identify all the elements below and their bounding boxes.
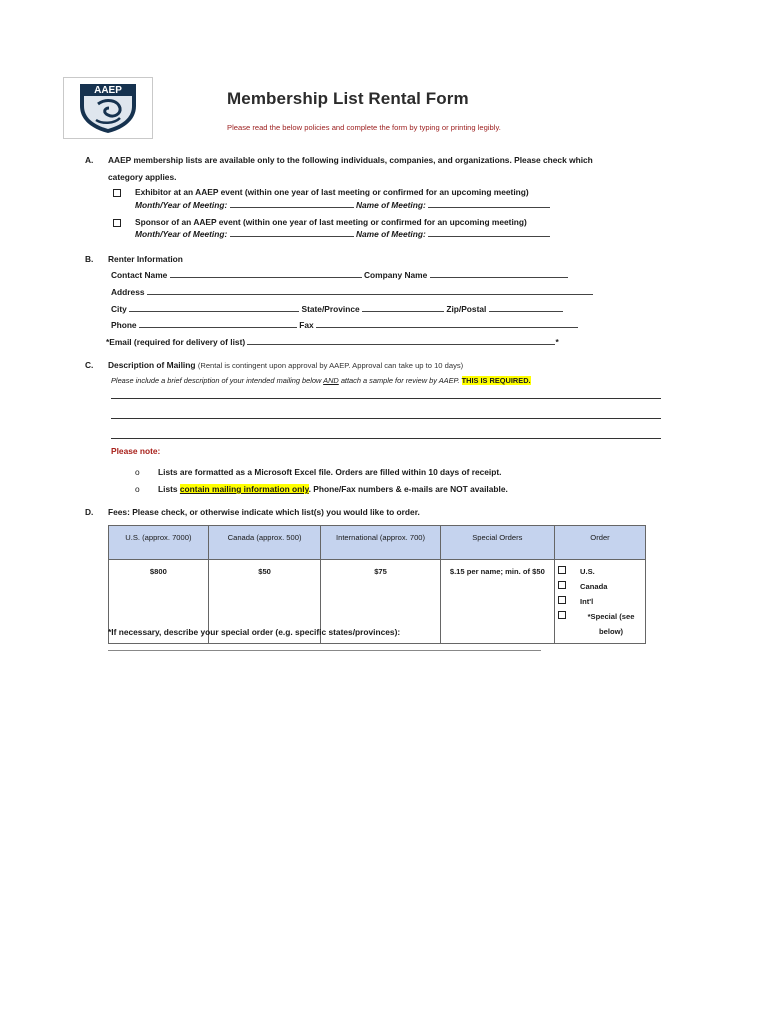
section-a-letter: A. <box>85 155 94 165</box>
company-name-label: Company Name <box>363 270 428 280</box>
header-international: International (approx. 700) <box>321 526 440 560</box>
contact-name-label: Contact Name <box>111 270 168 280</box>
fax-field[interactable] <box>316 320 578 328</box>
email-row <box>106 337 559 347</box>
exhibitor-label: Exhibitor at an AAEP event (within one year of last meeting or confirmed for an upcoming meeting) <box>135 187 529 197</box>
section-a-text-1: AAEP membership lists are available only to the following individuals, companies, and organizations. Please check which <box>108 155 593 165</box>
fees-heading: Fees: Please check, or otherwise indicate which list(s) you would like to order. <box>108 507 420 517</box>
city-row <box>111 304 563 314</box>
order-option-canada[interactable] <box>558 579 642 594</box>
header-us: U.S. (approx. 7000) <box>109 526 209 560</box>
note-bullet-1: Lists are formatted as a Microsoft Excel file. Orders are filled within 10 days of receipt. <box>158 467 502 477</box>
checkbox-icon[interactable] <box>558 611 566 619</box>
description-instructions <box>111 376 531 385</box>
order-option-us[interactable] <box>558 564 642 579</box>
special-order-field[interactable] <box>108 650 541 651</box>
order-option-label: Int'l <box>580 597 594 606</box>
shield-logo-icon <box>76 82 140 134</box>
sponsor-name-field[interactable] <box>428 229 550 237</box>
order-option-label: *Special (see below) <box>587 612 635 636</box>
description-line-1[interactable] <box>111 398 661 399</box>
checkbox-icon[interactable] <box>558 581 566 589</box>
section-b-letter: B. <box>85 254 94 264</box>
price-canada: $50 <box>208 560 321 644</box>
name-of-meeting-label: Name of Meeting: <box>355 200 426 210</box>
order-options <box>555 560 646 644</box>
exhibitor-meeting-row <box>135 200 550 210</box>
phone-field[interactable] <box>139 320 297 328</box>
fees-header-row <box>109 526 646 560</box>
email-label: *Email (required for delivery of list) <box>106 337 246 347</box>
bullet-2-pre: Lists <box>158 484 178 494</box>
header-order: Order <box>555 526 646 560</box>
price-us: $800 <box>109 560 209 644</box>
bullet-2-post: . Phone/Fax numbers & e-mails are NOT available. <box>308 484 508 494</box>
header-special-orders: Special Orders <box>440 526 554 560</box>
instructions-part-2: attach a sample for review by AAEP. <box>340 376 460 385</box>
renter-info-heading: Renter Information <box>108 254 183 264</box>
logo-text: AAEP <box>94 85 122 96</box>
sponsor-month-field[interactable] <box>230 229 354 237</box>
description-line-3[interactable] <box>111 438 661 439</box>
note-bullet-2 <box>158 484 508 494</box>
exhibitor-checkbox[interactable] <box>113 187 121 197</box>
bullet-marker: o <box>135 467 140 477</box>
state-label: State/Province <box>301 304 360 314</box>
fax-label: Fax <box>299 320 314 330</box>
header-canada: Canada (approx. 500) <box>208 526 321 560</box>
bullet-2-highlight: contain mailing information only <box>179 484 309 494</box>
sponsor-label: Sponsor of an AAEP event (within one year of last meeting or confirmed for an upcoming meeting) <box>135 217 527 227</box>
sponsor-checkbox[interactable] <box>113 217 121 227</box>
section-a-text-2: category applies. <box>108 172 177 182</box>
aaep-logo <box>63 77 153 139</box>
phone-row <box>111 320 578 330</box>
city-label: City <box>111 304 127 314</box>
name-of-meeting-label: Name of Meeting: <box>355 229 426 239</box>
contact-row <box>111 270 568 280</box>
description-heading: Description of Mailing <box>108 360 196 370</box>
exhibitor-name-field[interactable] <box>428 200 550 208</box>
checkbox-icon[interactable] <box>558 566 566 574</box>
instructions-part-1: Please include a brief description of your intended mailing below <box>111 376 322 385</box>
order-option-label: U.S. <box>580 567 595 576</box>
zip-field[interactable] <box>489 304 563 312</box>
address-label: Address <box>111 287 145 297</box>
state-field[interactable] <box>362 304 444 312</box>
zip-label: Zip/Postal <box>446 304 487 314</box>
price-international: $75 <box>321 560 440 644</box>
description-heading-row <box>108 360 463 370</box>
instructions-and: AND <box>323 376 339 385</box>
city-field[interactable] <box>129 304 299 312</box>
month-year-label: Month/Year of Meeting: <box>135 229 228 239</box>
required-badge: THIS IS REQUIRED. <box>461 376 531 385</box>
address-row <box>111 287 593 297</box>
company-name-field[interactable] <box>430 270 568 278</box>
please-note-label: Please note: <box>111 446 161 456</box>
contact-name-field[interactable] <box>170 270 362 278</box>
checkbox-icon[interactable] <box>558 596 566 604</box>
section-c-letter: C. <box>85 360 94 370</box>
page-subtitle: Please read the below policies and complete the form by typing or printing legibly. <box>227 123 501 132</box>
month-year-label: Month/Year of Meeting: <box>135 200 228 210</box>
description-note: (Rental is contingent upon approval by AAEP. Approval can take up to 10 days) <box>197 361 464 370</box>
exhibitor-month-field[interactable] <box>230 200 354 208</box>
order-option-label: Canada <box>580 582 608 591</box>
page-title: Membership List Rental Form <box>227 89 469 108</box>
price-special: $.15 per name; min. of $50 <box>440 560 554 644</box>
description-line-2[interactable] <box>111 418 661 419</box>
phone-label: Phone <box>111 320 137 330</box>
section-d-letter: D. <box>85 507 94 517</box>
special-order-note: *If necessary, describe your special order (e.g. specific states/provinces): <box>108 627 401 637</box>
email-field[interactable] <box>247 337 555 345</box>
sponsor-meeting-row <box>135 229 550 239</box>
email-required-mark: * <box>555 337 559 347</box>
bullet-marker: o <box>135 484 140 494</box>
order-option-special[interactable] <box>558 609 642 639</box>
order-option-intl[interactable] <box>558 594 642 609</box>
address-field[interactable] <box>147 287 593 295</box>
